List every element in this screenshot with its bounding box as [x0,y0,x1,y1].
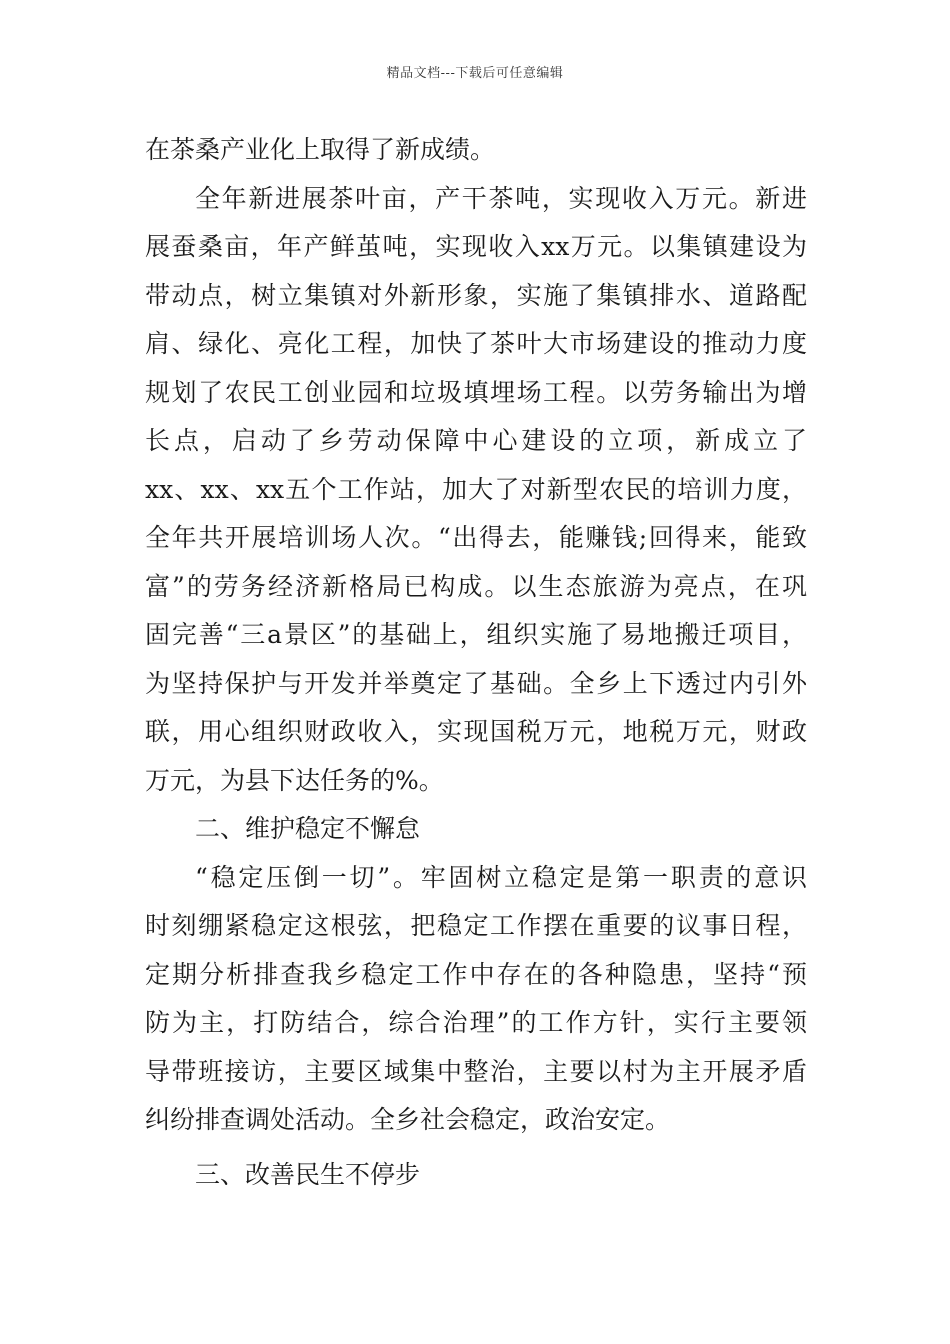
paragraph-line: 富”的劳务经济新格局已构成。以生态旅游为亮点，在巩 [145,571,807,601]
paragraph-line: 时刻绷紧稳定这根弦，把稳定工作摆在重要的议事日程， [145,911,807,940]
paragraph-line: 纠纷排查调处活动。全乡社会稳定，政治安定。 [145,1105,671,1134]
paragraph-line: 为坚持保护与开发并举奠定了基础。全乡上下透过内引外 [145,668,807,698]
paragraph-line: 万元，为县下达任务的%。 [145,765,444,795]
paragraph-line: 全年新进展茶叶亩，产干茶吨，实现收入万元。新进 [195,183,807,213]
paragraph-line: 在茶桑产业化上取得了新成绩。 [145,135,496,164]
paragraph-line: 带动点，树立集镇对外新形象，实施了集镇排水、道路配 [145,280,807,310]
paragraph-line: 展蚕桑亩，年产鲜茧吨，实现收入xx万元。以集镇建设为 [145,232,807,261]
paragraph-line: 规划了农民工创业园和垃圾填埋场工程。以劳务输出为增 [145,377,807,407]
paragraph-line: 固完善“三a景区”的基础上，组织实施了易地搬迁项目， [145,620,807,649]
page-header: 精品文档---下载后可任意编辑 [386,66,564,81]
paragraph-line: 肩、绿化、亮化工程，加快了茶叶大市场建设的推动力度 [145,329,807,358]
paragraph-line: “稳定压倒一切”。牢固树立稳定是第一职责的意识 [195,862,807,892]
paragraph-line: 全年共开展培训场人次。“出得去，能赚钱;回得来，能致 [145,523,807,552]
document-body [145,126,807,1199]
paragraph-line: xx、xx、xx五个工作站，加大了对新型农民的培训力度， [145,474,807,504]
section-heading: 二、维护稳定不懈怠 [195,814,421,843]
paragraph-line: 长点，启动了乡劳动保障中心建设的立项，新成立了 [145,426,807,455]
section-heading: 三、改善民生不停步 [195,1159,421,1189]
paragraph-line: 定期分析排查我乡稳定工作中存在的各种隐患，坚持“预 [145,959,807,989]
paragraph-line: 防为主，打防结合，综合治理”的工作方针，实行主要领 [145,1008,807,1037]
paragraph-line: 联，用心组织财政收入，实现国税万元，地税万元，财政 [145,717,807,746]
paragraph-line: 导带班接访，主要区域集中整治，主要以村为主开展矛盾 [145,1056,807,1086]
